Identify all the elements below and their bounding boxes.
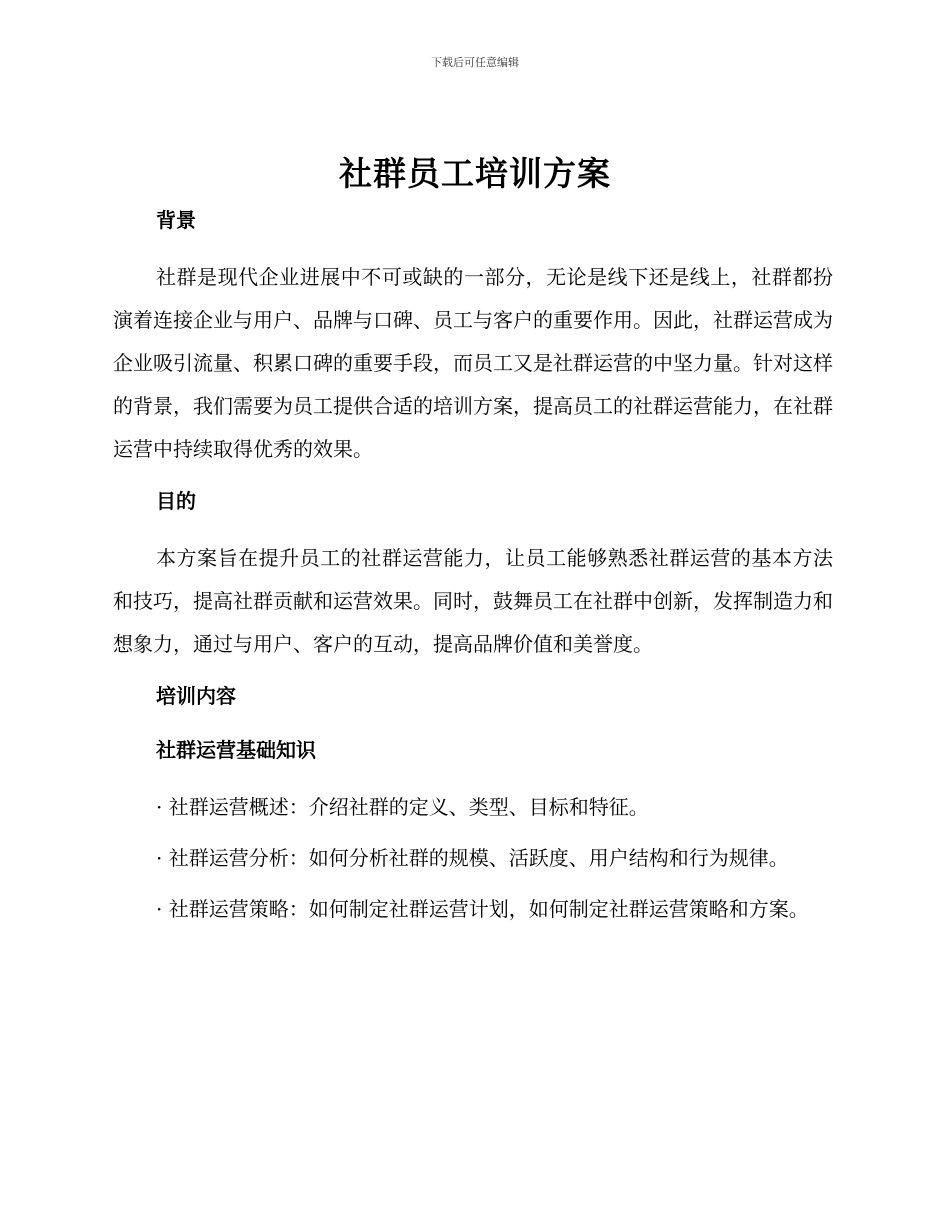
list-item: · 社群运营概述：介绍社群的定义、类型、目标和特征。 [156, 795, 649, 819]
section-heading-purpose: 目的 [156, 489, 196, 513]
document-body [113, 202, 833, 939]
section-heading-background: 背景 [156, 208, 196, 232]
list-item: · 社群运营策略：如何制定社群运营计划，如何制定社群运营策略和方案。 [156, 897, 809, 921]
page-header-note: 下载后可任意编辑 [431, 56, 519, 69]
purpose-paragraph: 本方案旨在提升员工的社群运营能力，让员工能够熟悉社群运营的基本方法和技巧，提高社群贡献和运营效果。同时，鼓舞员工在社群中创新，发挥制造力和想象力，通过与用户、客户的互动，提高品牌价值和美誉度。 [113, 546, 833, 656]
list-item: · 社群运营分析：如何分析社群的规模、活跃度、用户结构和行为规律。 [156, 846, 789, 870]
background-paragraph: 社群是现代企业进展中不可或缺的一部分，无论是线下还是线上，社群都扮演着连接企业与用户、品牌与口碑、员工与客户的重要作用。因此，社群运营成为企业吸引流量、积累口碑的重要手段，而员工又是社群运营的中坚力量。针对这样的背景，我们需要为员工提供合适的培训方案，提高员工的社群运营能力，在社群运营中持续取得优秀的效果。 [113, 265, 833, 461]
subsection-heading-basics: 社群运营基础知识 [156, 738, 316, 762]
document-title: 社群员工培训方案 [339, 154, 611, 193]
section-heading-training: 培训内容 [156, 684, 236, 708]
